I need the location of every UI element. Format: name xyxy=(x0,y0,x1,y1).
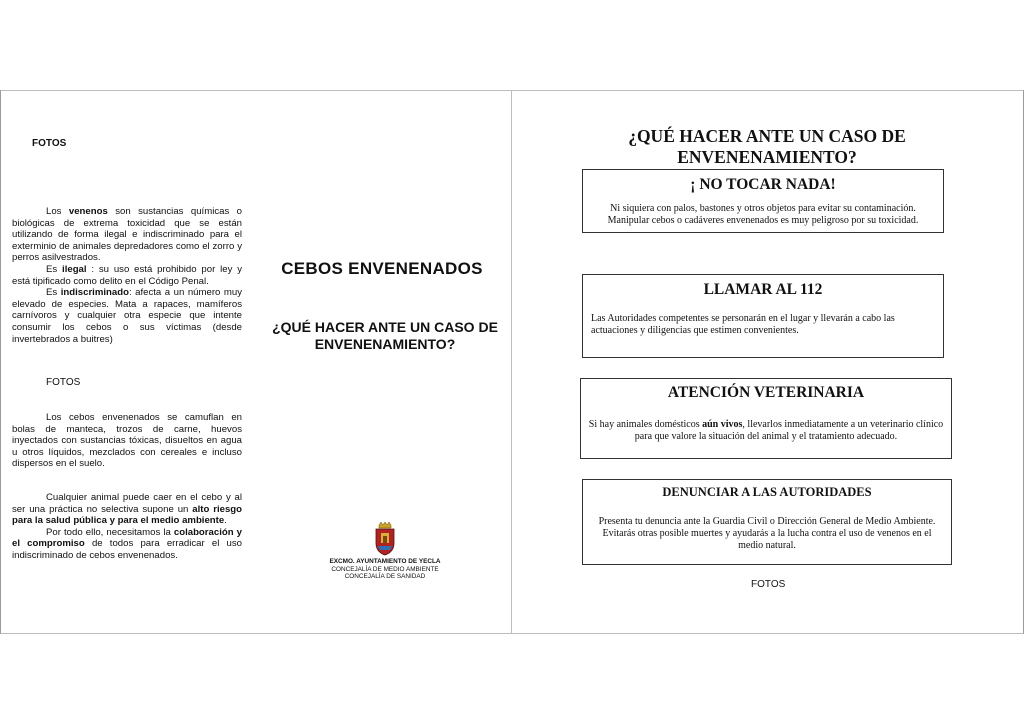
org-department-environment: CONCEJALÍA DE MEDIO AMBIENTE xyxy=(331,565,439,573)
box-no-tocar-title: ¡ NO TOCAR NADA! xyxy=(690,176,836,193)
camouflage-text-block xyxy=(12,412,242,470)
ilegal-paragraph: Es ilegal : su uso está prohibido por ley y está tipificado como delito en el Código Penal. xyxy=(12,263,242,287)
camouflage-paragraph: Los cebos envenenados se camuflan en bolas de manteca, trozos de carne, huevos inyectados con sustancias tóxicas, disueltos en agua u otros líquidos, mezclados con cereales e incluso dispersos en el suelo. xyxy=(12,412,242,470)
photo-placeholder-top: FOTOS xyxy=(32,138,67,149)
action-heading: ¿QUÉ HACER ANTE UN CASO DE ENVENENAMIENTO? xyxy=(628,126,906,167)
box-llamar-112-text: Las Autoridades competentes se personarán en el lugar y llevarán a cabo las actuaciones y diligencias que estimen convenientes. xyxy=(591,313,895,336)
photo-placeholder-bottom: FOTOS xyxy=(751,579,786,590)
box-llamar-112 xyxy=(582,274,944,358)
box-denunciar-text: Presenta tu denuncia ante la Guardia Civil o Dirección General de Medio Ambiente. Evitarás otras posible muertes y ayudarás a la lucha contra el uso de venenos en el medio natural. xyxy=(598,516,936,551)
coat-of-arms-icon xyxy=(373,522,397,556)
box-denunciar xyxy=(582,479,952,565)
photo-placeholder-middle: FOTOS xyxy=(46,377,81,388)
organization-block xyxy=(300,558,470,581)
risk-paragraph: Cualquier animal puede caer en el cebo y al ser una práctica no selectiva supone un alto riesgo para la salud pública y para el medio ambiente. xyxy=(12,492,242,527)
intro-text-block xyxy=(12,206,242,345)
fold-line xyxy=(511,90,512,634)
box-no-tocar xyxy=(582,169,944,233)
box-no-tocar-text: Ni siquiera con palos, bastones y otros objetos para evitar su contaminación. Manipular cebos o cadáveres envenenados es muy peligroso por su toxicidad. xyxy=(607,203,919,226)
box-atencion-veterinaria-text: Si hay animales domésticos aún vivos, llevarlos inmediatamente a un veterinario clínico para que valore la situación del animal y el tratamiento adecuado. xyxy=(588,419,944,442)
cover-title: CEBOS ENVENENADOS xyxy=(281,259,483,278)
indiscriminado-paragraph: Es indiscriminado: afecta a un número muy elevado de especies. Mata a rapaces, mamíferos carnívoros y cualquier otra especie que intente consumir los cebos o sus víctimas (desde invertebrados a buitres) xyxy=(12,287,242,345)
venenos-paragraph: Los venenos son sustancias químicas o biológicas de extrema toxicidad que se están utilizando de forma ilegal e indiscriminado para el exterminio de animales depredadores como el zorro y perros asilvestrados. xyxy=(12,206,242,264)
risk-text-block xyxy=(12,492,242,562)
org-department-health: CONCEJALÍA DE SANIDAD xyxy=(344,573,426,581)
box-llamar-112-title: LLAMAR AL 112 xyxy=(703,281,823,298)
cover-subtitle: ¿QUÉ HACER ANTE UN CASO DE ENVENENAMIENTO? xyxy=(272,319,498,352)
box-atencion-veterinaria xyxy=(580,378,952,459)
collaboration-paragraph: Por todo ello, necesitamos la colaboración y el compromiso de todos para erradicar el uso indiscriminado de cebos envenenados. xyxy=(12,526,242,561)
box-denunciar-title: DENUNCIAR A LAS AUTORIDADES xyxy=(662,485,872,499)
org-name: EXCMO. AYUNTAMIENTO DE YECLA xyxy=(329,558,441,565)
box-atencion-veterinaria-title: ATENCIÓN VETERINARIA xyxy=(667,384,865,401)
